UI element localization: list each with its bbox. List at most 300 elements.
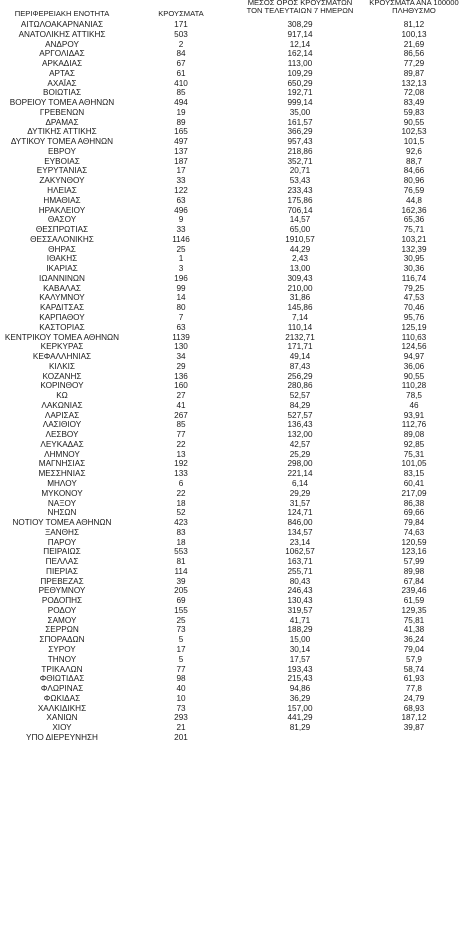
per100k-cell: 132,39 — [401, 244, 427, 254]
avg7-cell: 221,14 — [287, 469, 313, 479]
region-cell: ΚΑΣΤΟΡΙΑΣ — [39, 322, 85, 332]
table-row — [0, 508, 468, 518]
cases-cell: 29 — [176, 361, 186, 371]
cases-cell: 17 — [176, 645, 186, 654]
region-cell: ΥΠΟ ΔΙΕΡΕΥΝΗΣΗ — [26, 732, 98, 742]
avg7-cell: 53,43 — [289, 176, 311, 186]
table-row — [0, 372, 468, 382]
per100k-cell: 110,63 — [401, 332, 427, 342]
cases-cell: 201 — [174, 732, 188, 742]
avg7-cell: 192,71 — [287, 88, 313, 98]
region-cell: ΦΛΩΡΙΝΑΣ — [40, 684, 84, 694]
avg7-cell: 298,00 — [287, 459, 313, 469]
table-row — [0, 606, 468, 616]
avg7-cell: 145,86 — [287, 303, 313, 313]
region-cell: ΣΑΜΟΥ — [47, 615, 77, 625]
cases-cell: 52 — [176, 508, 186, 518]
region-cell: ΑΡΓΟΛΙΔΑΣ — [39, 49, 85, 59]
per100k-cell: 187,12 — [401, 713, 427, 723]
table-row — [0, 381, 468, 391]
per100k-cell: 110,28 — [401, 381, 427, 391]
region-cell: ΑΧΑΪΑΣ — [47, 78, 77, 88]
table-row — [0, 586, 468, 596]
region-cell: ΡΟΔΟΠΗΣ — [41, 596, 83, 606]
cases-cell: 69 — [176, 596, 186, 606]
region-cell: ΙΘΑΚΗΣ — [46, 254, 78, 264]
cases-cell: 25 — [176, 615, 186, 625]
region-cell: ΛΑΡΙΣΑΣ — [44, 410, 80, 420]
region-cell: ΚΑΛΥΜΝΟΥ — [39, 293, 85, 303]
avg7-cell: 84,29 — [289, 400, 311, 410]
cases-cell: 1 — [178, 254, 184, 264]
cases-cell: 61 — [176, 68, 186, 78]
table-row — [0, 528, 468, 538]
avg7-cell: 2,43 — [292, 254, 308, 264]
avg7-cell: 163,71 — [287, 557, 313, 567]
avg7-cell: 130,43 — [287, 596, 313, 606]
region-cell: ΚΕΦΑΛΛΗΝΙΑΣ — [32, 352, 92, 362]
table-row — [0, 235, 468, 245]
avg7-cell: 256,29 — [287, 371, 313, 381]
avg7-cell: 1062,57 — [285, 547, 315, 557]
header-per100k: ΚΡΟΥΣΜΑΤΑ ΑΝΑ 100000 ΠΛΗΘΥΣΜΟ — [369, 0, 459, 15]
per100k-cell: 81,12 — [403, 20, 425, 29]
cases-cell: 13 — [176, 449, 186, 459]
cases-cell: 496 — [174, 205, 188, 215]
avg7-cell: 246,43 — [287, 586, 313, 596]
avg7-cell: 188,29 — [287, 625, 313, 635]
cases-cell: 22 — [176, 488, 186, 498]
per100k-cell: 89,87 — [403, 68, 425, 78]
table-row — [0, 30, 468, 40]
region-cell: ΛΕΣΒΟΥ — [45, 430, 79, 440]
per100k-cell: 69,66 — [403, 508, 425, 518]
cases-cell: 122 — [174, 186, 188, 196]
table-row — [0, 577, 468, 587]
cases-cell: 25 — [176, 244, 186, 254]
per100k-cell: 77,29 — [403, 59, 425, 69]
table-row — [0, 625, 468, 635]
table-row — [0, 704, 468, 714]
table-row — [0, 118, 468, 128]
avg7-cell: 36,29 — [289, 693, 311, 703]
region-cell: ΦΘΙΩΤΙΔΑΣ — [39, 674, 85, 684]
region-cell: ΘΗΡΑΣ — [48, 244, 76, 254]
table-row — [0, 723, 468, 733]
per100k-cell: 103,21 — [401, 234, 427, 244]
avg7-cell: 29,29 — [289, 488, 311, 498]
cases-cell: 503 — [174, 29, 188, 39]
cases-cell: 205 — [174, 586, 188, 596]
table-row — [0, 479, 468, 489]
avg7-cell: 255,71 — [287, 566, 313, 576]
region-cell: ΠΙΕΡΙΑΣ — [46, 566, 78, 576]
table-row — [0, 674, 468, 684]
region-cell: ΤΗΝΟΥ — [47, 654, 77, 664]
per100k-cell: 76,59 — [403, 186, 425, 196]
table-row — [0, 79, 468, 89]
region-cell: ΓΡΕΒΕΝΩΝ — [39, 107, 85, 117]
region-cell: ΑΙΤΩΛΟΑΚΑΡΝΑΝΙΑΣ — [20, 20, 104, 29]
table-row — [0, 176, 468, 186]
per100k-cell: 75,81 — [403, 615, 425, 625]
region-cell: ΘΕΣΣΑΛΟΝΙΚΗΣ — [30, 234, 94, 244]
avg7-cell: 109,29 — [287, 68, 313, 78]
cases-cell: 98 — [176, 674, 186, 684]
table-row — [0, 489, 468, 499]
per100k-cell: 90,55 — [403, 117, 425, 127]
region-cell: ΕΥΡΥΤΑΝΙΑΣ — [36, 166, 88, 176]
avg7-cell: 134,57 — [287, 527, 313, 537]
avg7-cell: 280,86 — [287, 381, 313, 391]
region-cell: ΑΡΤΑΣ — [49, 68, 75, 78]
cases-cell: 40 — [176, 684, 186, 694]
cases-cell: 130 — [174, 342, 188, 352]
avg7-cell: 17,57 — [289, 654, 311, 664]
cases-cell: 133 — [174, 469, 188, 479]
table-row — [0, 127, 468, 137]
table-row — [0, 411, 468, 421]
table-row — [0, 40, 468, 50]
per100k-cell: 77,8 — [406, 684, 422, 694]
per100k-cell: 125,19 — [401, 322, 427, 332]
region-cell: ΜΑΓΝΗΣΙΑΣ — [38, 459, 86, 469]
region-cell: ΗΡΑΚΛΕΙΟΥ — [38, 205, 86, 215]
per100k-cell: 89,08 — [403, 430, 425, 440]
region-cell: ΠΡΕΒΕΖΑΣ — [40, 576, 84, 586]
table-row — [0, 518, 468, 528]
avg7-cell: 30,14 — [289, 645, 311, 654]
table-row — [0, 49, 468, 59]
per100k-cell: 44,8 — [406, 195, 422, 205]
avg7-cell: 35,00 — [289, 107, 311, 117]
region-cell: ΛΑΚΩΝΙΑΣ — [41, 400, 83, 410]
region-cell: ΚΑΡΔΙΤΣΑΣ — [39, 303, 85, 313]
region-cell: ΣΕΡΡΩΝ — [45, 625, 79, 635]
per100k-cell: 92,6 — [406, 146, 422, 156]
region-cell: ΡΟΔΟΥ — [47, 605, 77, 615]
region-cell: ΚΟΖΑΝΗΣ — [42, 371, 82, 381]
cases-cell: 27 — [176, 391, 186, 401]
table-row — [0, 362, 468, 372]
per100k-cell: 86,38 — [403, 498, 425, 508]
cases-cell: 196 — [174, 273, 188, 283]
per100k-cell: 47,53 — [403, 293, 425, 303]
cases-cell: 10 — [176, 693, 186, 703]
avg7-cell: 136,43 — [287, 420, 313, 430]
table-row — [0, 342, 468, 352]
cases-cell: 114 — [174, 566, 188, 576]
table-row — [0, 420, 468, 430]
per100k-cell: 36,24 — [403, 635, 425, 645]
cases-cell: 553 — [174, 547, 188, 557]
table-row — [0, 215, 468, 225]
table-row — [0, 293, 468, 303]
table-row — [0, 98, 468, 108]
cases-cell: 165 — [174, 127, 188, 137]
per100k-cell: 112,76 — [401, 420, 427, 430]
table-row — [0, 459, 468, 469]
region-cell: ΑΝΑΤΟΛΙΚΗΣ ΑΤΤΙΚΗΣ — [18, 29, 106, 39]
per100k-cell: 116,74 — [401, 273, 427, 283]
avg7-cell: 13,00 — [289, 264, 311, 274]
avg7-cell: 171,71 — [287, 342, 313, 352]
avg7-cell: 650,29 — [287, 78, 313, 88]
table-row — [0, 547, 468, 557]
cases-cell: 85 — [176, 420, 186, 430]
region-cell: ΠΕΙΡΑΙΩΣ — [43, 547, 81, 557]
cases-cell: 171 — [174, 20, 188, 29]
avg7-cell: 999,14 — [287, 98, 313, 108]
per100k-cell: 57,9 — [406, 654, 422, 664]
cases-cell: 7 — [178, 312, 184, 322]
avg7-cell: 157,00 — [287, 703, 313, 713]
region-cell: ΝΗΣΩΝ — [47, 508, 77, 518]
cases-cell: 1139 — [172, 332, 190, 342]
cases-cell: 494 — [174, 98, 188, 108]
per100k-cell: 72,08 — [403, 88, 425, 98]
per100k-cell: 101,5 — [403, 137, 425, 147]
avg7-cell: 1910,57 — [285, 234, 315, 244]
cases-cell: 2 — [178, 39, 184, 49]
per100k-cell: 61,59 — [403, 596, 425, 606]
table-row — [0, 157, 468, 167]
region-cell: ΝΟΤΙΟΥ ΤΟΜΕΑ ΑΘΗΝΩΝ — [12, 518, 112, 528]
avg7-cell: 65,00 — [289, 225, 311, 235]
per100k-cell: 79,25 — [403, 283, 425, 293]
region-cell: ΧΑΛΚΙΔΙΚΗΣ — [37, 703, 87, 713]
cases-cell: 6 — [178, 478, 184, 488]
region-cell: ΒΟΙΩΤΙΑΣ — [42, 88, 82, 98]
region-cell: ΠΑΡΟΥ — [47, 537, 77, 547]
cases-cell: 18 — [176, 498, 186, 508]
avg7-cell: 49,14 — [289, 352, 311, 362]
avg7-cell: 80,43 — [289, 576, 311, 586]
per100k-cell: 57,99 — [403, 557, 425, 567]
cases-cell: 39 — [176, 576, 186, 586]
per100k-cell: 78,5 — [406, 391, 422, 401]
avg7-cell: 2132,71 — [285, 332, 315, 342]
avg7-cell: 81,29 — [289, 723, 311, 733]
table-row — [0, 352, 468, 362]
region-cell: ΚΟΡΙΝΘΟΥ — [40, 381, 84, 391]
cases-cell: 267 — [174, 410, 188, 420]
table-row — [0, 303, 468, 313]
per100k-cell: 70,46 — [403, 303, 425, 313]
table-row — [0, 567, 468, 577]
per100k-cell: 30,95 — [403, 254, 425, 264]
avg7-cell: 319,57 — [287, 605, 313, 615]
cases-cell: 33 — [176, 225, 186, 235]
table-row — [0, 254, 468, 264]
avg7-cell: 42,57 — [289, 439, 311, 449]
region-cell: ΔΥΤΙΚΟΥ ΤΟΜΕΑ ΑΘΗΝΩΝ — [10, 137, 114, 147]
table-row — [0, 88, 468, 98]
table-row — [0, 108, 468, 118]
avg7-cell: 233,43 — [287, 186, 313, 196]
header-avg7: ΜΕΣΟΣ ΟΡΟΣ ΚΡΟΥΣΜΑΤΩΝ ΤΟΝ ΤΕΛΕΥΤΑΙΩΝ 7 ΗΜΕΡΩΝ — [246, 0, 354, 15]
cases-cell: 34 — [176, 352, 186, 362]
region-cell: ΑΝΔΡΟΥ — [45, 39, 79, 49]
per100k-cell: 84,66 — [403, 166, 425, 176]
cases-cell: 5 — [178, 654, 184, 664]
cases-cell: 18 — [176, 537, 186, 547]
per100k-cell: 123,16 — [401, 547, 427, 557]
cases-cell: 77 — [176, 430, 186, 440]
avg7-cell: 20,71 — [289, 166, 311, 176]
table-row — [0, 596, 468, 606]
table-row — [0, 313, 468, 323]
table-row — [0, 166, 468, 176]
table-row — [0, 469, 468, 479]
table-row — [0, 333, 468, 343]
region-cell: ΛΕΥΚΑΔΑΣ — [40, 439, 84, 449]
header-cases: ΚΡΟΥΣΜΑΤΑ — [158, 9, 204, 18]
avg7-cell: 52,57 — [289, 391, 311, 401]
avg7-cell: 352,71 — [287, 156, 313, 166]
region-cell: ΕΥΒΟΙΑΣ — [44, 156, 80, 166]
per100k-cell: 30,36 — [403, 264, 425, 274]
cases-cell: 81 — [176, 557, 186, 567]
per100k-cell: 41,38 — [403, 625, 425, 635]
avg7-cell: 210,00 — [287, 283, 313, 293]
per100k-cell: 129,35 — [401, 605, 427, 615]
region-cell: ΝΑΞΟΥ — [47, 498, 77, 508]
cases-cell: 84 — [176, 49, 186, 59]
region-cell: ΔΡΑΜΑΣ — [45, 117, 79, 127]
per100k-cell: 58,74 — [403, 664, 425, 674]
table-row — [0, 694, 468, 704]
per100k-cell: 89,98 — [403, 566, 425, 576]
cases-cell: 85 — [176, 88, 186, 98]
per100k-cell: 162,36 — [401, 205, 427, 215]
region-cell: ΛΗΜΝΟΥ — [44, 449, 80, 459]
table-row — [0, 557, 468, 567]
per100k-cell: 95,76 — [403, 312, 425, 322]
per100k-cell: 75,31 — [403, 449, 425, 459]
region-cell: ΦΩΚΙΔΑΣ — [43, 693, 81, 703]
table-row — [0, 196, 468, 206]
region-cell: ΤΡΙΚΑΛΩΝ — [41, 664, 83, 674]
region-cell: ΗΛΕΙΑΣ — [47, 186, 77, 196]
table-row — [0, 69, 468, 79]
cases-cell: 33 — [176, 176, 186, 186]
per100k-cell: 36,06 — [403, 361, 425, 371]
header-region: ΠΕΡΙΦΕΡΕΙΑΚΗ ΕΝΟΤΗΤΑ — [14, 9, 110, 18]
region-cell: ΧΑΝΙΩΝ — [46, 713, 78, 723]
per100k-cell: 67,84 — [403, 576, 425, 586]
per100k-cell: 65,36 — [403, 215, 425, 225]
region-cell: ΡΕΘΥΜΝΟΥ — [38, 586, 86, 596]
region-cell: ΑΡΚΑΔΙΑΣ — [41, 59, 83, 69]
cases-cell: 1146 — [172, 234, 190, 244]
avg7-cell: 7,14 — [292, 312, 308, 322]
cases-cell: 17 — [176, 166, 186, 176]
cases-cell: 9 — [178, 215, 184, 225]
per100k-cell: 94,97 — [403, 352, 425, 362]
cases-cell: 83 — [176, 527, 186, 537]
table-row — [0, 538, 468, 548]
avg7-cell: 110,14 — [287, 322, 313, 332]
table-row — [0, 665, 468, 675]
table-row — [0, 59, 468, 69]
cases-cell: 497 — [174, 137, 188, 147]
avg7-cell: 175,86 — [287, 195, 313, 205]
per100k-cell: 102,53 — [401, 127, 427, 137]
avg7-cell: 161,57 — [287, 117, 313, 127]
region-cell: ΚΕΝΤΡΙΚΟΥ ΤΟΜΕΑ ΑΘΗΝΩΝ — [4, 332, 120, 342]
avg7-cell: 94,86 — [289, 684, 311, 694]
table-row — [0, 245, 468, 255]
avg7-cell: 193,43 — [287, 664, 313, 674]
cases-cell: 89 — [176, 117, 186, 127]
per100k-cell: 24,79 — [403, 693, 425, 703]
region-cell: ΘΑΣΟΥ — [47, 215, 77, 225]
per100k-cell: 79,04 — [403, 645, 425, 654]
region-cell: ΗΜΑΘΙΑΣ — [43, 195, 81, 205]
per100k-cell: 74,63 — [403, 527, 425, 537]
region-cell: ΚΑΒΑΛΑΣ — [43, 283, 81, 293]
per100k-cell: 100,13 — [401, 29, 427, 39]
cases-cell: 19 — [176, 107, 186, 117]
region-cell: ΣΠΟΡΑΔΩΝ — [39, 635, 85, 645]
cases-cell: 63 — [176, 322, 186, 332]
per100k-cell: 132,13 — [401, 78, 427, 88]
avg7-cell: 44,29 — [289, 244, 311, 254]
cases-cell: 136 — [174, 371, 188, 381]
table-row — [0, 645, 468, 655]
region-cell: ΣΥΡΟΥ — [48, 645, 76, 654]
cases-cell: 80 — [176, 303, 186, 313]
table-row — [0, 206, 468, 216]
avg7-cell: 124,71 — [287, 508, 313, 518]
region-cell: ΙΩΑΝΝΙΝΩΝ — [39, 273, 85, 283]
table-row — [0, 20, 468, 30]
avg7-cell: 527,57 — [287, 410, 313, 420]
region-cell: ΚΕΡΚΥΡΑΣ — [40, 342, 84, 352]
table-row — [0, 323, 468, 333]
cases-cell: 77 — [176, 664, 186, 674]
avg7-cell: 132,00 — [287, 430, 313, 440]
per100k-cell: 68,93 — [403, 703, 425, 713]
avg7-cell: 14,57 — [289, 215, 311, 225]
per100k-cell: 39,87 — [403, 723, 425, 733]
per100k-cell: 75,71 — [403, 225, 425, 235]
region-cell: ΞΑΝΘΗΣ — [44, 527, 80, 537]
cases-cell: 73 — [176, 703, 186, 713]
per100k-cell: 83,15 — [403, 469, 425, 479]
per100k-cell: 120,59 — [401, 537, 427, 547]
cases-cell: 410 — [174, 78, 188, 88]
cases-cell: 22 — [176, 439, 186, 449]
avg7-cell: 31,57 — [289, 498, 311, 508]
table-row — [0, 225, 468, 235]
cases-cell: 67 — [176, 59, 186, 69]
table-row — [0, 137, 468, 147]
per100k-cell: 88,7 — [406, 156, 422, 166]
avg7-cell: 6,14 — [292, 478, 308, 488]
cases-cell: 187 — [174, 156, 188, 166]
region-cell: ΧΙΟΥ — [52, 723, 72, 733]
table-row — [0, 430, 468, 440]
avg7-cell: 846,00 — [287, 518, 313, 528]
cases-cell: 137 — [174, 146, 188, 156]
per100k-cell: 80,96 — [403, 176, 425, 186]
per100k-cell: 92,85 — [403, 439, 425, 449]
cases-table — [0, 20, 468, 743]
avg7-cell: 917,14 — [287, 29, 313, 39]
region-cell: ΖΑΚΥΝΘΟΥ — [39, 176, 85, 186]
